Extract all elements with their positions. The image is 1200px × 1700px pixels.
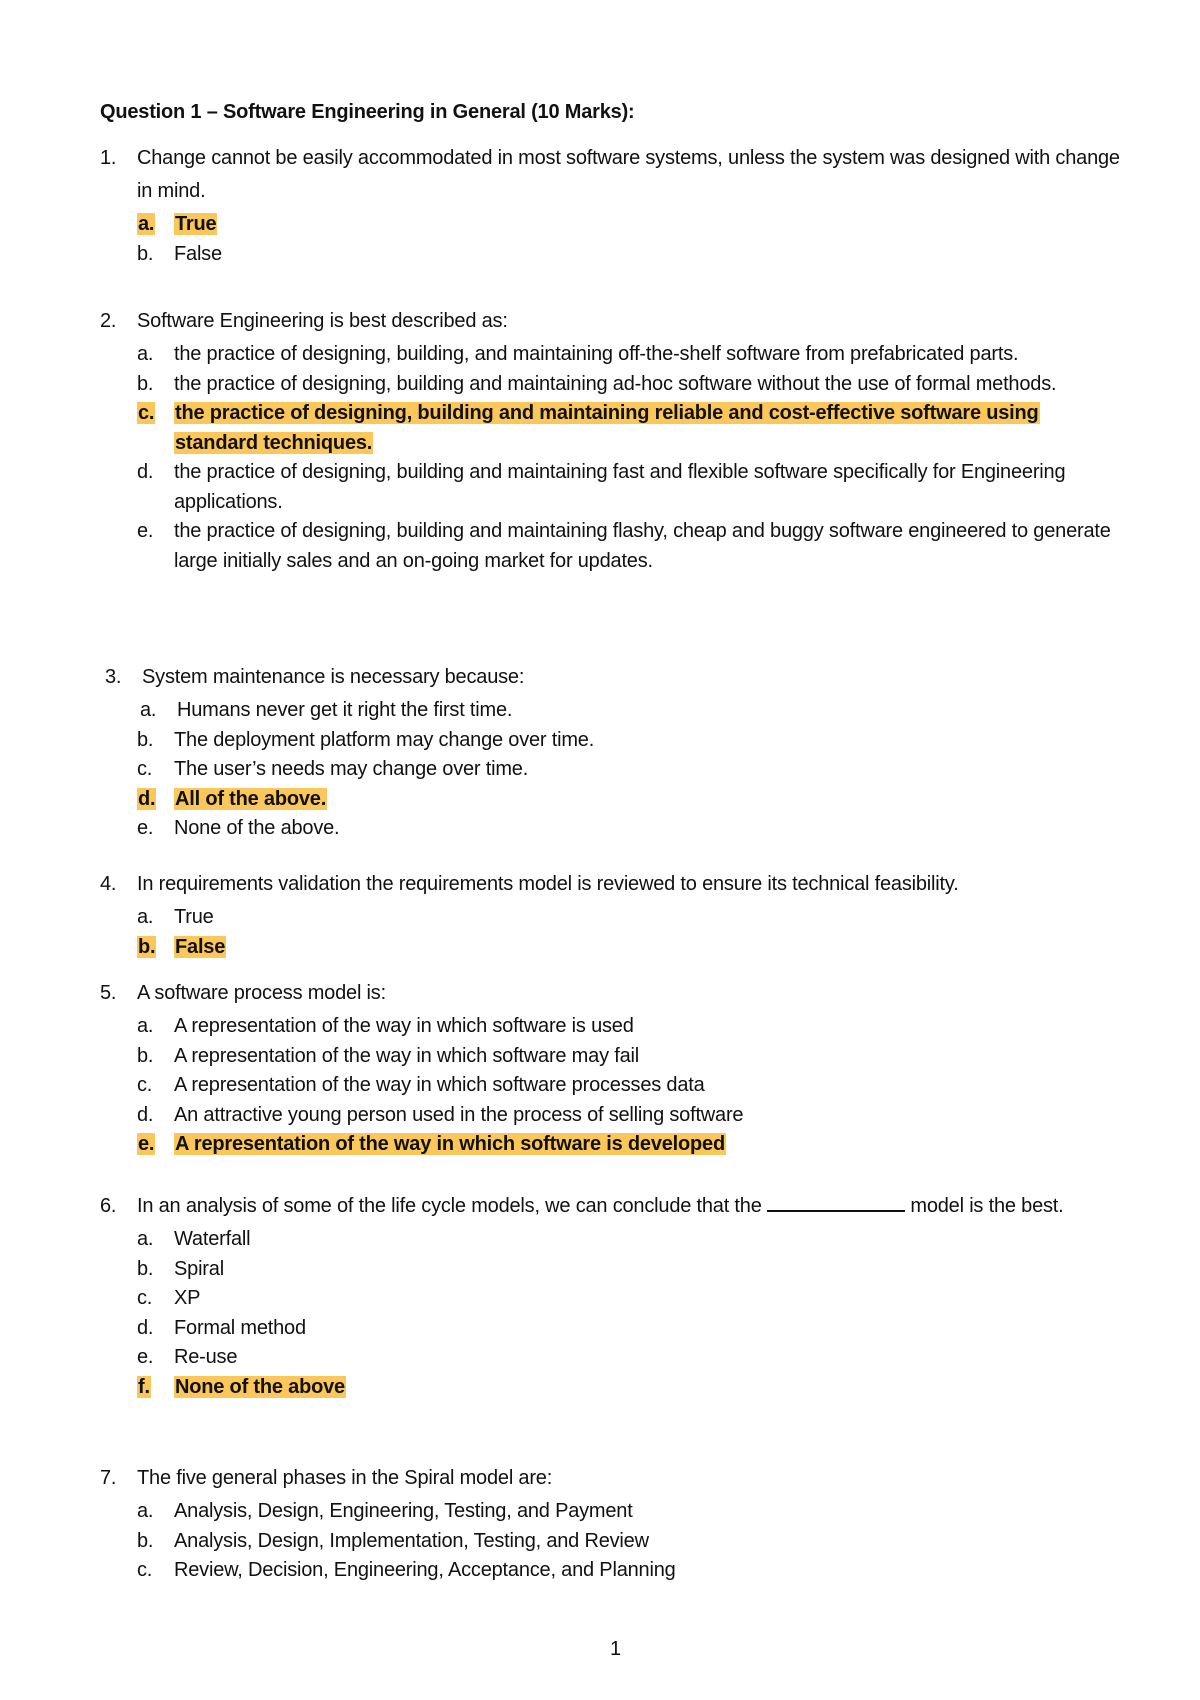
option-letter: e. — [137, 520, 154, 542]
option-text: Review, Decision, Engineering, Acceptance, and Planning — [174, 1559, 676, 1581]
option-list — [100, 696, 1120, 844]
option-letter: c. — [137, 1559, 153, 1581]
option-letter: d. — [137, 461, 154, 483]
option — [100, 1042, 1120, 1072]
question-text: Software Engineering is best described as: — [137, 310, 508, 332]
option-letter: b. — [137, 372, 154, 395]
option-text: XP — [174, 1287, 201, 1309]
question-number: 4. — [100, 873, 117, 895]
option-text: Humans never get it right the first time. — [177, 699, 513, 721]
question-number: 1. — [100, 147, 117, 169]
option-text: Formal method — [174, 1316, 306, 1339]
question-6 — [100, 1190, 1120, 1402]
option — [100, 1527, 1120, 1557]
option-letter: a. — [137, 1228, 154, 1250]
option-text: A representation of the way in which software processes data — [174, 1074, 705, 1096]
option-text: The user’s needs may change over time. — [174, 758, 529, 780]
question-text: A software process model is: — [137, 982, 386, 1004]
option-letter: b. — [137, 1044, 154, 1067]
option-list — [100, 1012, 1120, 1160]
option — [100, 517, 1120, 576]
option-text: Analysis, Design, Implementation, Testing, and Review — [174, 1529, 649, 1552]
option-list — [100, 210, 1120, 269]
option-text: Re-use — [174, 1346, 238, 1368]
question-number: 2. — [100, 310, 117, 332]
option-letter: e. — [137, 817, 154, 839]
option-letter: c. — [137, 1074, 153, 1096]
option-correct — [100, 399, 1120, 458]
option-letter: a. — [138, 213, 155, 235]
option-letter: a. — [140, 699, 157, 721]
option — [100, 903, 1120, 933]
option-text: the practice of designing, building, and maintaining off-the-shelf software from prefabricated parts. — [174, 343, 1019, 365]
option-text: A representation of the way in which software is developed — [175, 1133, 726, 1155]
option-text: All of the above. — [175, 787, 327, 810]
option-text: True — [175, 213, 217, 235]
option-letter: d. — [137, 1316, 154, 1339]
option-text: A representation of the way in which software is used — [174, 1015, 634, 1037]
option-letter: e. — [137, 1346, 154, 1368]
option-letter: d. — [137, 1103, 154, 1126]
question-text: System maintenance is necessary because: — [142, 666, 525, 688]
option-list — [100, 1225, 1120, 1402]
question-text: In requirements validation the requirements model is reviewed to ensure its technical feasibility. — [137, 873, 959, 895]
option-text: Analysis, Design, Engineering, Testing, and Payment — [174, 1500, 633, 1522]
fill-in-blank — [767, 1192, 905, 1212]
question-number: 5. — [100, 982, 117, 1004]
question-7 — [100, 1462, 1120, 1586]
option-list — [100, 903, 1120, 962]
option-letter: c. — [138, 402, 155, 424]
question-5 — [100, 977, 1120, 1160]
question-text: In an analysis of some of the life cycle models, we can conclude that the model is the best. — [137, 1190, 1120, 1223]
option-text: the practice of designing, building and maintaining reliable and cost-effective software using standard techniques. — [175, 402, 1039, 454]
question-2 — [100, 305, 1120, 576]
section-title: Question 1 – Software Engineering in General (10 Marks): — [100, 101, 635, 123]
option-text: A representation of the way in which software may fail — [174, 1044, 639, 1067]
option-correct — [100, 933, 1120, 963]
option-letter: b. — [137, 728, 154, 751]
option — [100, 1284, 1120, 1314]
option-text: the practice of designing, building and maintaining fast and flexible software specifically for Engineering applications. — [174, 461, 1066, 513]
option — [100, 696, 1120, 726]
option — [100, 1071, 1120, 1101]
option-letter: c. — [137, 1287, 153, 1309]
option-text: the practice of designing, building and maintaining ad-hoc software without the use of formal methods. — [174, 372, 1057, 395]
option — [100, 1556, 1120, 1586]
option-letter: b. — [137, 1529, 154, 1552]
option-letter: a. — [137, 1500, 154, 1522]
option-letter: a. — [137, 1015, 154, 1037]
option — [100, 370, 1120, 400]
option — [100, 1497, 1120, 1527]
option — [100, 755, 1120, 785]
question-1 — [100, 142, 1120, 269]
option — [100, 814, 1120, 844]
option-text: the practice of designing, building and maintaining flashy, cheap and buggy software engineered to generate large initially sales and an on-going market for updates. — [174, 520, 1111, 572]
question-3 — [100, 661, 1120, 844]
question-number: 7. — [100, 1467, 117, 1489]
option-text: True — [174, 906, 214, 928]
option — [100, 1225, 1120, 1255]
option-text: Spiral — [174, 1257, 224, 1280]
option — [100, 340, 1120, 370]
question-4 — [100, 868, 1120, 962]
option-letter: b. — [137, 242, 154, 265]
option-list — [100, 340, 1120, 576]
option-list — [100, 1497, 1120, 1586]
option-letter: f. — [138, 1375, 150, 1398]
option-correct — [100, 785, 1120, 815]
option-letter: d. — [138, 787, 156, 810]
option-letter: b. — [137, 1257, 154, 1280]
option-letter: b. — [138, 935, 156, 958]
option-text: None of the above — [175, 1375, 345, 1398]
option — [100, 458, 1120, 517]
option-text: None of the above. — [174, 817, 340, 839]
page-number: 1 — [610, 1638, 622, 1660]
option-correct — [100, 1373, 1120, 1403]
option — [100, 1314, 1120, 1344]
option — [100, 240, 1120, 270]
option-letter: a. — [137, 343, 154, 365]
question-text: The five general phases in the Spiral model are: — [137, 1467, 553, 1489]
option-text: Waterfall — [174, 1228, 251, 1250]
option — [100, 1343, 1120, 1373]
option-correct — [100, 210, 1120, 240]
option — [100, 1101, 1120, 1131]
option-text: The deployment platform may change over time. — [174, 728, 595, 751]
option-letter: a. — [137, 906, 154, 928]
question-number: 6. — [100, 1195, 117, 1217]
option-text: False — [175, 935, 226, 958]
option-letter: e. — [138, 1133, 155, 1155]
question-number: 3. — [105, 666, 122, 688]
option-text: An attractive young person used in the process of selling software — [174, 1103, 744, 1126]
option — [100, 1255, 1120, 1285]
option-letter: c. — [137, 758, 153, 780]
option — [100, 726, 1120, 756]
option — [100, 1012, 1120, 1042]
option-correct — [100, 1130, 1120, 1160]
option-text: False — [174, 242, 222, 265]
question-text: Change cannot be easily accommodated in most software systems, unless the system was designed with change in mind. — [137, 147, 1120, 202]
